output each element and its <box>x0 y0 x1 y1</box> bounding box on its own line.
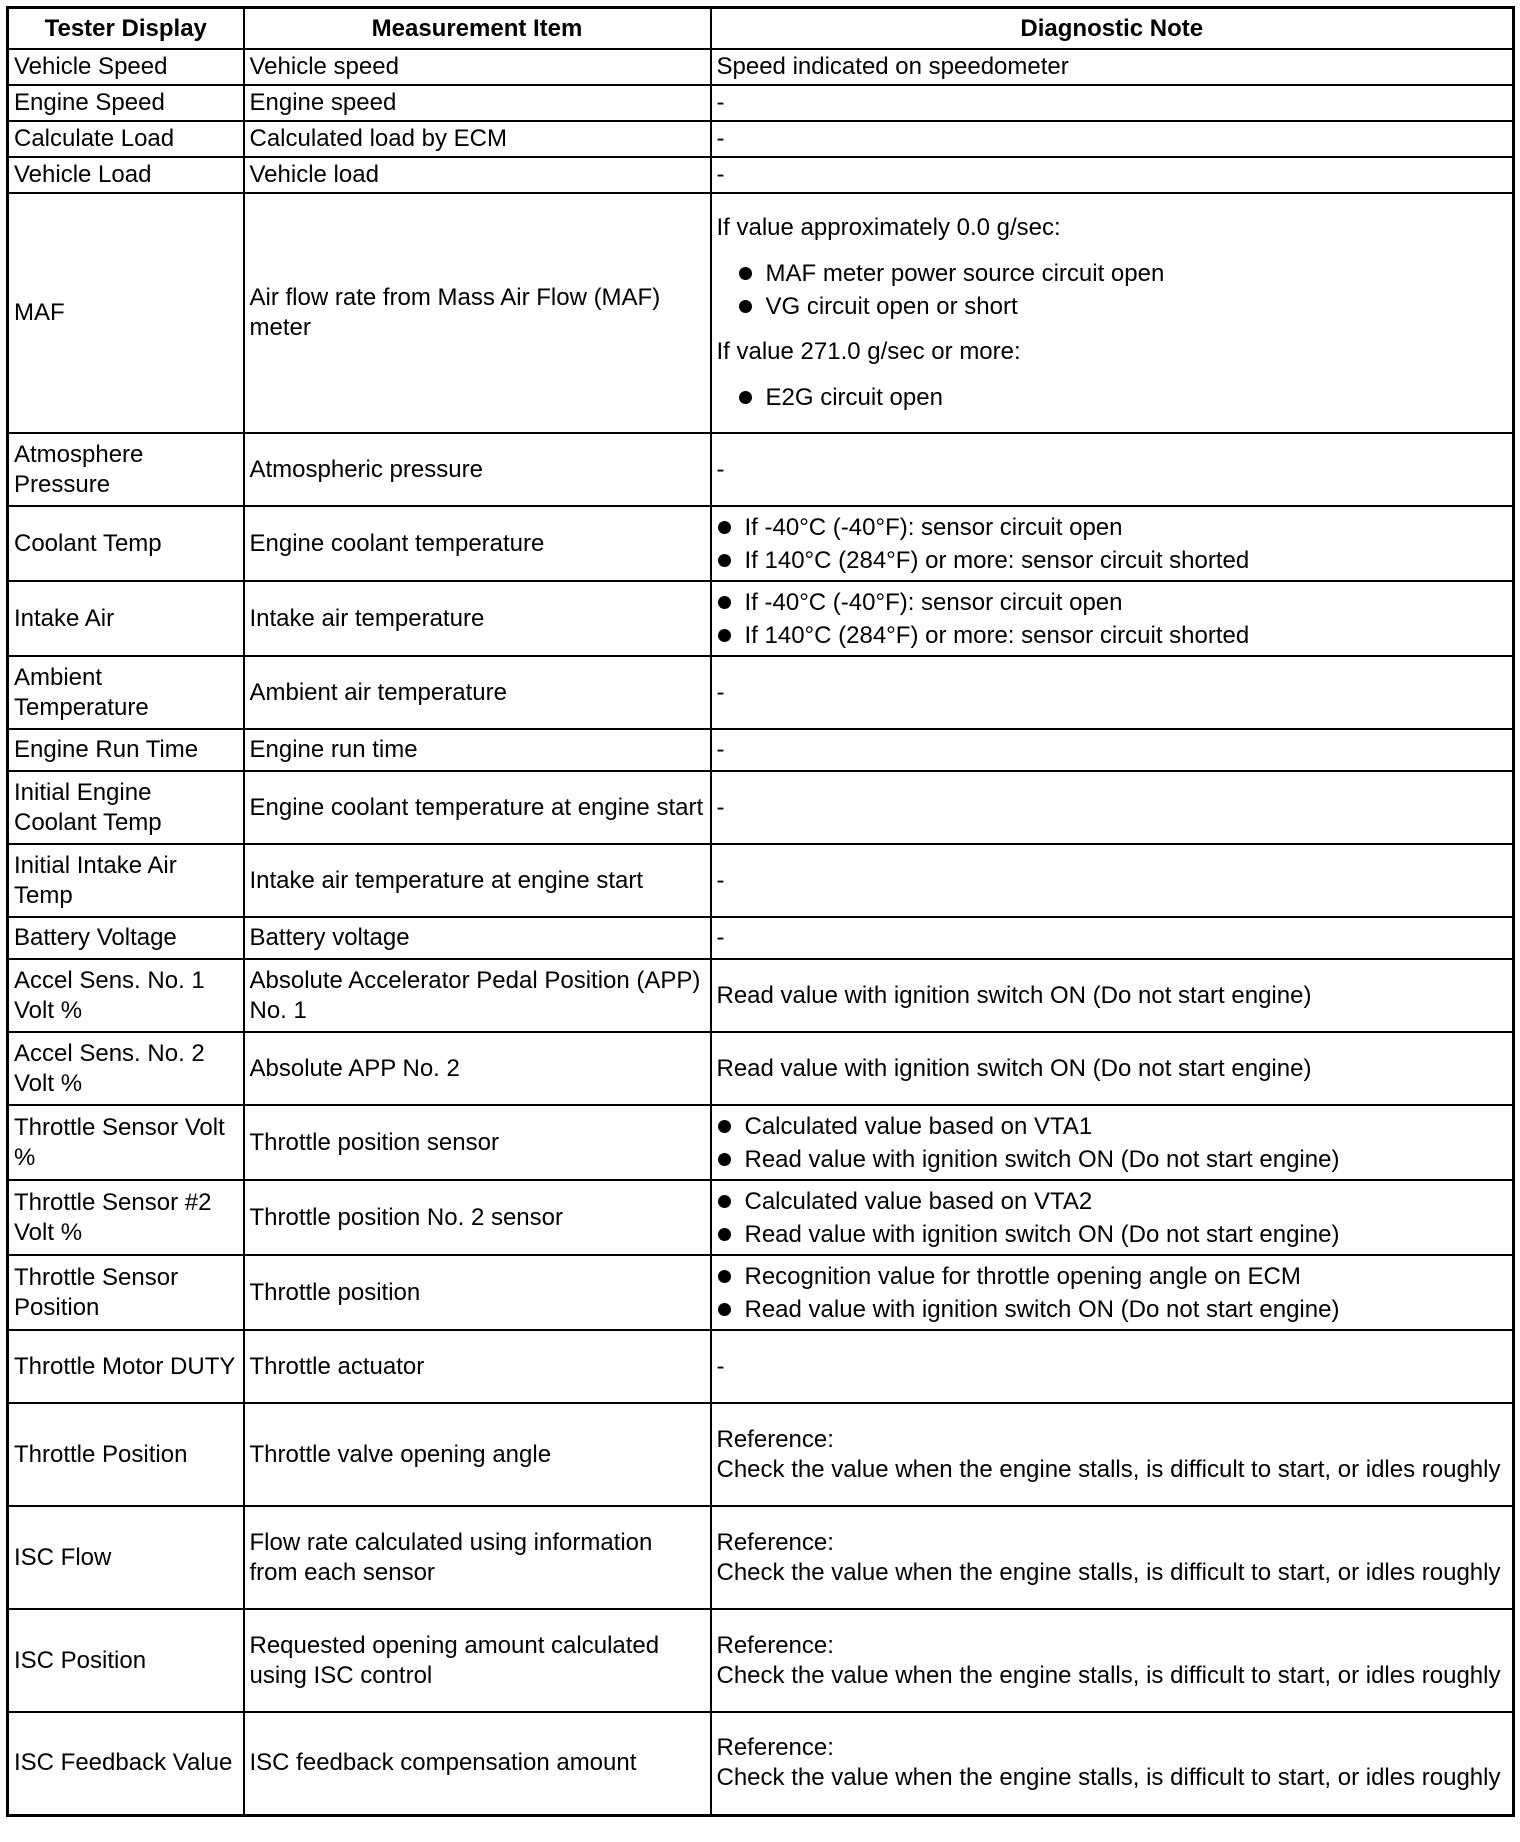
note-bullet: Read value with ignition switch ON (Do not start engine) <box>717 1293 1508 1326</box>
measurement-item-cell: Engine coolant temperature at engine start <box>244 771 711 844</box>
tester-display-cell: Throttle Sensor Position <box>8 1255 244 1330</box>
diagnostic-note-cell: - <box>711 85 1514 121</box>
note-bullet: If -40°C (-40°F): sensor circuit open <box>717 586 1508 619</box>
reference-label: Reference: <box>716 1528 834 1556</box>
note-bullet-list <box>717 511 1508 577</box>
tester-display-cell: Throttle Motor DUTY <box>8 1330 244 1403</box>
note-bullet: Recognition value for throttle opening angle on ECM <box>717 1260 1508 1293</box>
diagnostic-note-cell <box>711 1712 1514 1815</box>
data-table <box>6 6 1515 1817</box>
table-row <box>8 1330 1514 1403</box>
diagnostic-note-cell: - <box>711 917 1514 959</box>
measurement-item-cell: Atmospheric pressure <box>244 433 711 506</box>
note-bullet: If 140°C (284°F) or more: sensor circuit shorted <box>717 619 1508 652</box>
diagnostic-note-cell: - <box>711 656 1514 729</box>
table-row <box>8 656 1514 729</box>
tester-display-cell: Vehicle Speed <box>8 49 244 85</box>
diagnostic-note-cell <box>711 506 1514 581</box>
measurement-item-cell: Absolute APP No. 2 <box>244 1032 711 1105</box>
measurement-item-cell: Battery voltage <box>244 917 711 959</box>
diagnostic-note-cell <box>711 581 1514 656</box>
table-row <box>8 157 1514 193</box>
note-bullet-list <box>717 1185 1508 1251</box>
table-row <box>8 433 1514 506</box>
measurement-item-cell: Engine speed <box>244 85 711 121</box>
diagnostic-note-cell: - <box>711 729 1514 771</box>
table-row <box>8 1506 1514 1609</box>
measurement-item-cell: Air flow rate from Mass Air Flow (MAF) meter <box>244 193 711 433</box>
table-row <box>8 1712 1514 1815</box>
table-row <box>8 1255 1514 1330</box>
diagnostic-note-cell: - <box>711 433 1514 506</box>
measurement-item-cell: Ambient air temperature <box>244 656 711 729</box>
diagnostic-note-cell <box>711 193 1514 433</box>
table-row <box>8 85 1514 121</box>
tester-display-cell: Coolant Temp <box>8 506 244 581</box>
measurement-item-cell: Vehicle speed <box>244 49 711 85</box>
note-bullet-list <box>717 1260 1508 1326</box>
diagnostic-note-cell: Read value with ignition switch ON (Do not start engine) <box>711 959 1514 1032</box>
note-bullet-list <box>738 257 1508 323</box>
diagnostic-note-cell <box>711 1255 1514 1330</box>
table-row <box>8 1403 1514 1506</box>
table-row <box>8 506 1514 581</box>
table-row <box>8 917 1514 959</box>
table-row <box>8 959 1514 1032</box>
reference-text: Check the value when the engine stalls, is difficult to start, or idles roughly <box>716 1661 1501 1689</box>
note-bullet: If 140°C (284°F) or more: sensor circuit shorted <box>717 544 1508 577</box>
note-bullet: If -40°C (-40°F): sensor circuit open <box>717 511 1508 544</box>
note-bullet: VG circuit open or short <box>738 290 1508 323</box>
table-row <box>8 193 1514 433</box>
diagnostic-note-cell: - <box>711 157 1514 193</box>
header-tester-display: Tester Display <box>8 8 244 50</box>
tester-display-cell: Throttle Sensor #2 Volt % <box>8 1180 244 1255</box>
reference-label: Reference: <box>716 1631 834 1659</box>
tester-display-cell: Calculate Load <box>8 121 244 157</box>
header-row <box>8 8 1514 50</box>
table-row <box>8 771 1514 844</box>
diagnostic-note-cell <box>711 1609 1514 1712</box>
tester-display-cell: Engine Speed <box>8 85 244 121</box>
reference-label: Reference: <box>716 1734 834 1762</box>
note-intro: If value 271.0 g/sec or more: <box>716 337 1021 365</box>
note-bullet: Read value with ignition switch ON (Do not start engine) <box>717 1218 1508 1251</box>
table-row <box>8 844 1514 917</box>
diagnostic-note-cell <box>711 1180 1514 1255</box>
tester-display-cell: ISC Feedback Value <box>8 1712 244 1815</box>
measurement-item-cell: Intake air temperature at engine start <box>244 844 711 917</box>
measurement-item-cell: Absolute Accelerator Pedal Position (APP) No. 1 <box>244 959 711 1032</box>
measurement-item-cell: ISC feedback compensation amount <box>244 1712 711 1815</box>
note-bullet-list <box>717 586 1508 652</box>
diagnostic-note-cell <box>711 1506 1514 1609</box>
table-row <box>8 121 1514 157</box>
tester-display-cell: Accel Sens. No. 1 Volt % <box>8 959 244 1032</box>
tester-display-cell: ISC Position <box>8 1609 244 1712</box>
table-row <box>8 581 1514 656</box>
tester-display-cell: Battery Voltage <box>8 917 244 959</box>
diagnostic-note-cell: Read value with ignition switch ON (Do not start engine) <box>711 1032 1514 1105</box>
tester-display-cell: Intake Air <box>8 581 244 656</box>
tester-display-cell: Initial Intake Air Temp <box>8 844 244 917</box>
measurement-item-cell: Throttle position No. 2 sensor <box>244 1180 711 1255</box>
note-bullet: Calculated value based on VTA1 <box>717 1110 1508 1143</box>
reference-text: Check the value when the engine stalls, is difficult to start, or idles roughly <box>716 1455 1501 1483</box>
note-bullet: MAF meter power source circuit open <box>738 257 1508 290</box>
tester-display-cell: ISC Flow <box>8 1506 244 1609</box>
measurement-item-cell: Requested opening amount calculated using ISC control <box>244 1609 711 1712</box>
measurement-item-cell: Flow rate calculated using information from each sensor <box>244 1506 711 1609</box>
measurement-item-cell: Vehicle load <box>244 157 711 193</box>
diagnostic-note-cell <box>711 1403 1514 1506</box>
table-row <box>8 49 1514 85</box>
diagnostic-note-cell: - <box>711 844 1514 917</box>
tester-display-cell: Throttle Sensor Volt % <box>8 1105 244 1180</box>
table-row <box>8 1609 1514 1712</box>
measurement-item-cell: Throttle position <box>244 1255 711 1330</box>
diagnostic-note-cell: - <box>711 121 1514 157</box>
diagnostic-note-cell: - <box>711 1330 1514 1403</box>
table-row <box>8 1032 1514 1105</box>
measurement-item-cell: Engine coolant temperature <box>244 506 711 581</box>
table-row <box>8 729 1514 771</box>
note-intro: If value approximately 0.0 g/sec: <box>716 213 1061 241</box>
note-bullet: Calculated value based on VTA2 <box>717 1185 1508 1218</box>
note-bullet: Read value with ignition switch ON (Do not start engine) <box>717 1143 1508 1176</box>
tester-display-cell: Atmosphere Pressure <box>8 433 244 506</box>
tester-display-cell: Vehicle Load <box>8 157 244 193</box>
header-measurement-item: Measurement Item <box>244 8 711 50</box>
diagnostic-note-cell <box>711 1105 1514 1180</box>
tester-display-cell: Initial Engine Coolant Temp <box>8 771 244 844</box>
table-row <box>8 1105 1514 1180</box>
table-row <box>8 1180 1514 1255</box>
measurement-item-cell: Engine run time <box>244 729 711 771</box>
measurement-item-cell: Throttle actuator <box>244 1330 711 1403</box>
reference-label: Reference: <box>716 1425 834 1453</box>
note-bullet-list <box>738 381 1508 414</box>
reference-text: Check the value when the engine stalls, is difficult to start, or idles roughly <box>716 1764 1501 1792</box>
tester-display-cell: Throttle Position <box>8 1403 244 1506</box>
measurement-item-cell: Throttle position sensor <box>244 1105 711 1180</box>
diagnostic-note-cell: Speed indicated on speedometer <box>711 49 1514 85</box>
measurement-item-cell: Intake air temperature <box>244 581 711 656</box>
tester-display-cell: Ambient Temperature <box>8 656 244 729</box>
tester-display-cell: Engine Run Time <box>8 729 244 771</box>
measurement-item-cell: Calculated load by ECM <box>244 121 711 157</box>
note-bullet-list <box>717 1110 1508 1176</box>
diagnostic-note-cell: - <box>711 771 1514 844</box>
measurement-item-cell: Throttle valve opening angle <box>244 1403 711 1506</box>
reference-text: Check the value when the engine stalls, is difficult to start, or idles roughly <box>716 1558 1501 1586</box>
tester-display-cell: MAF <box>8 193 244 433</box>
tester-display-cell: Accel Sens. No. 2 Volt % <box>8 1032 244 1105</box>
note-bullet: E2G circuit open <box>738 381 1508 414</box>
header-diagnostic-note: Diagnostic Note <box>711 8 1514 50</box>
